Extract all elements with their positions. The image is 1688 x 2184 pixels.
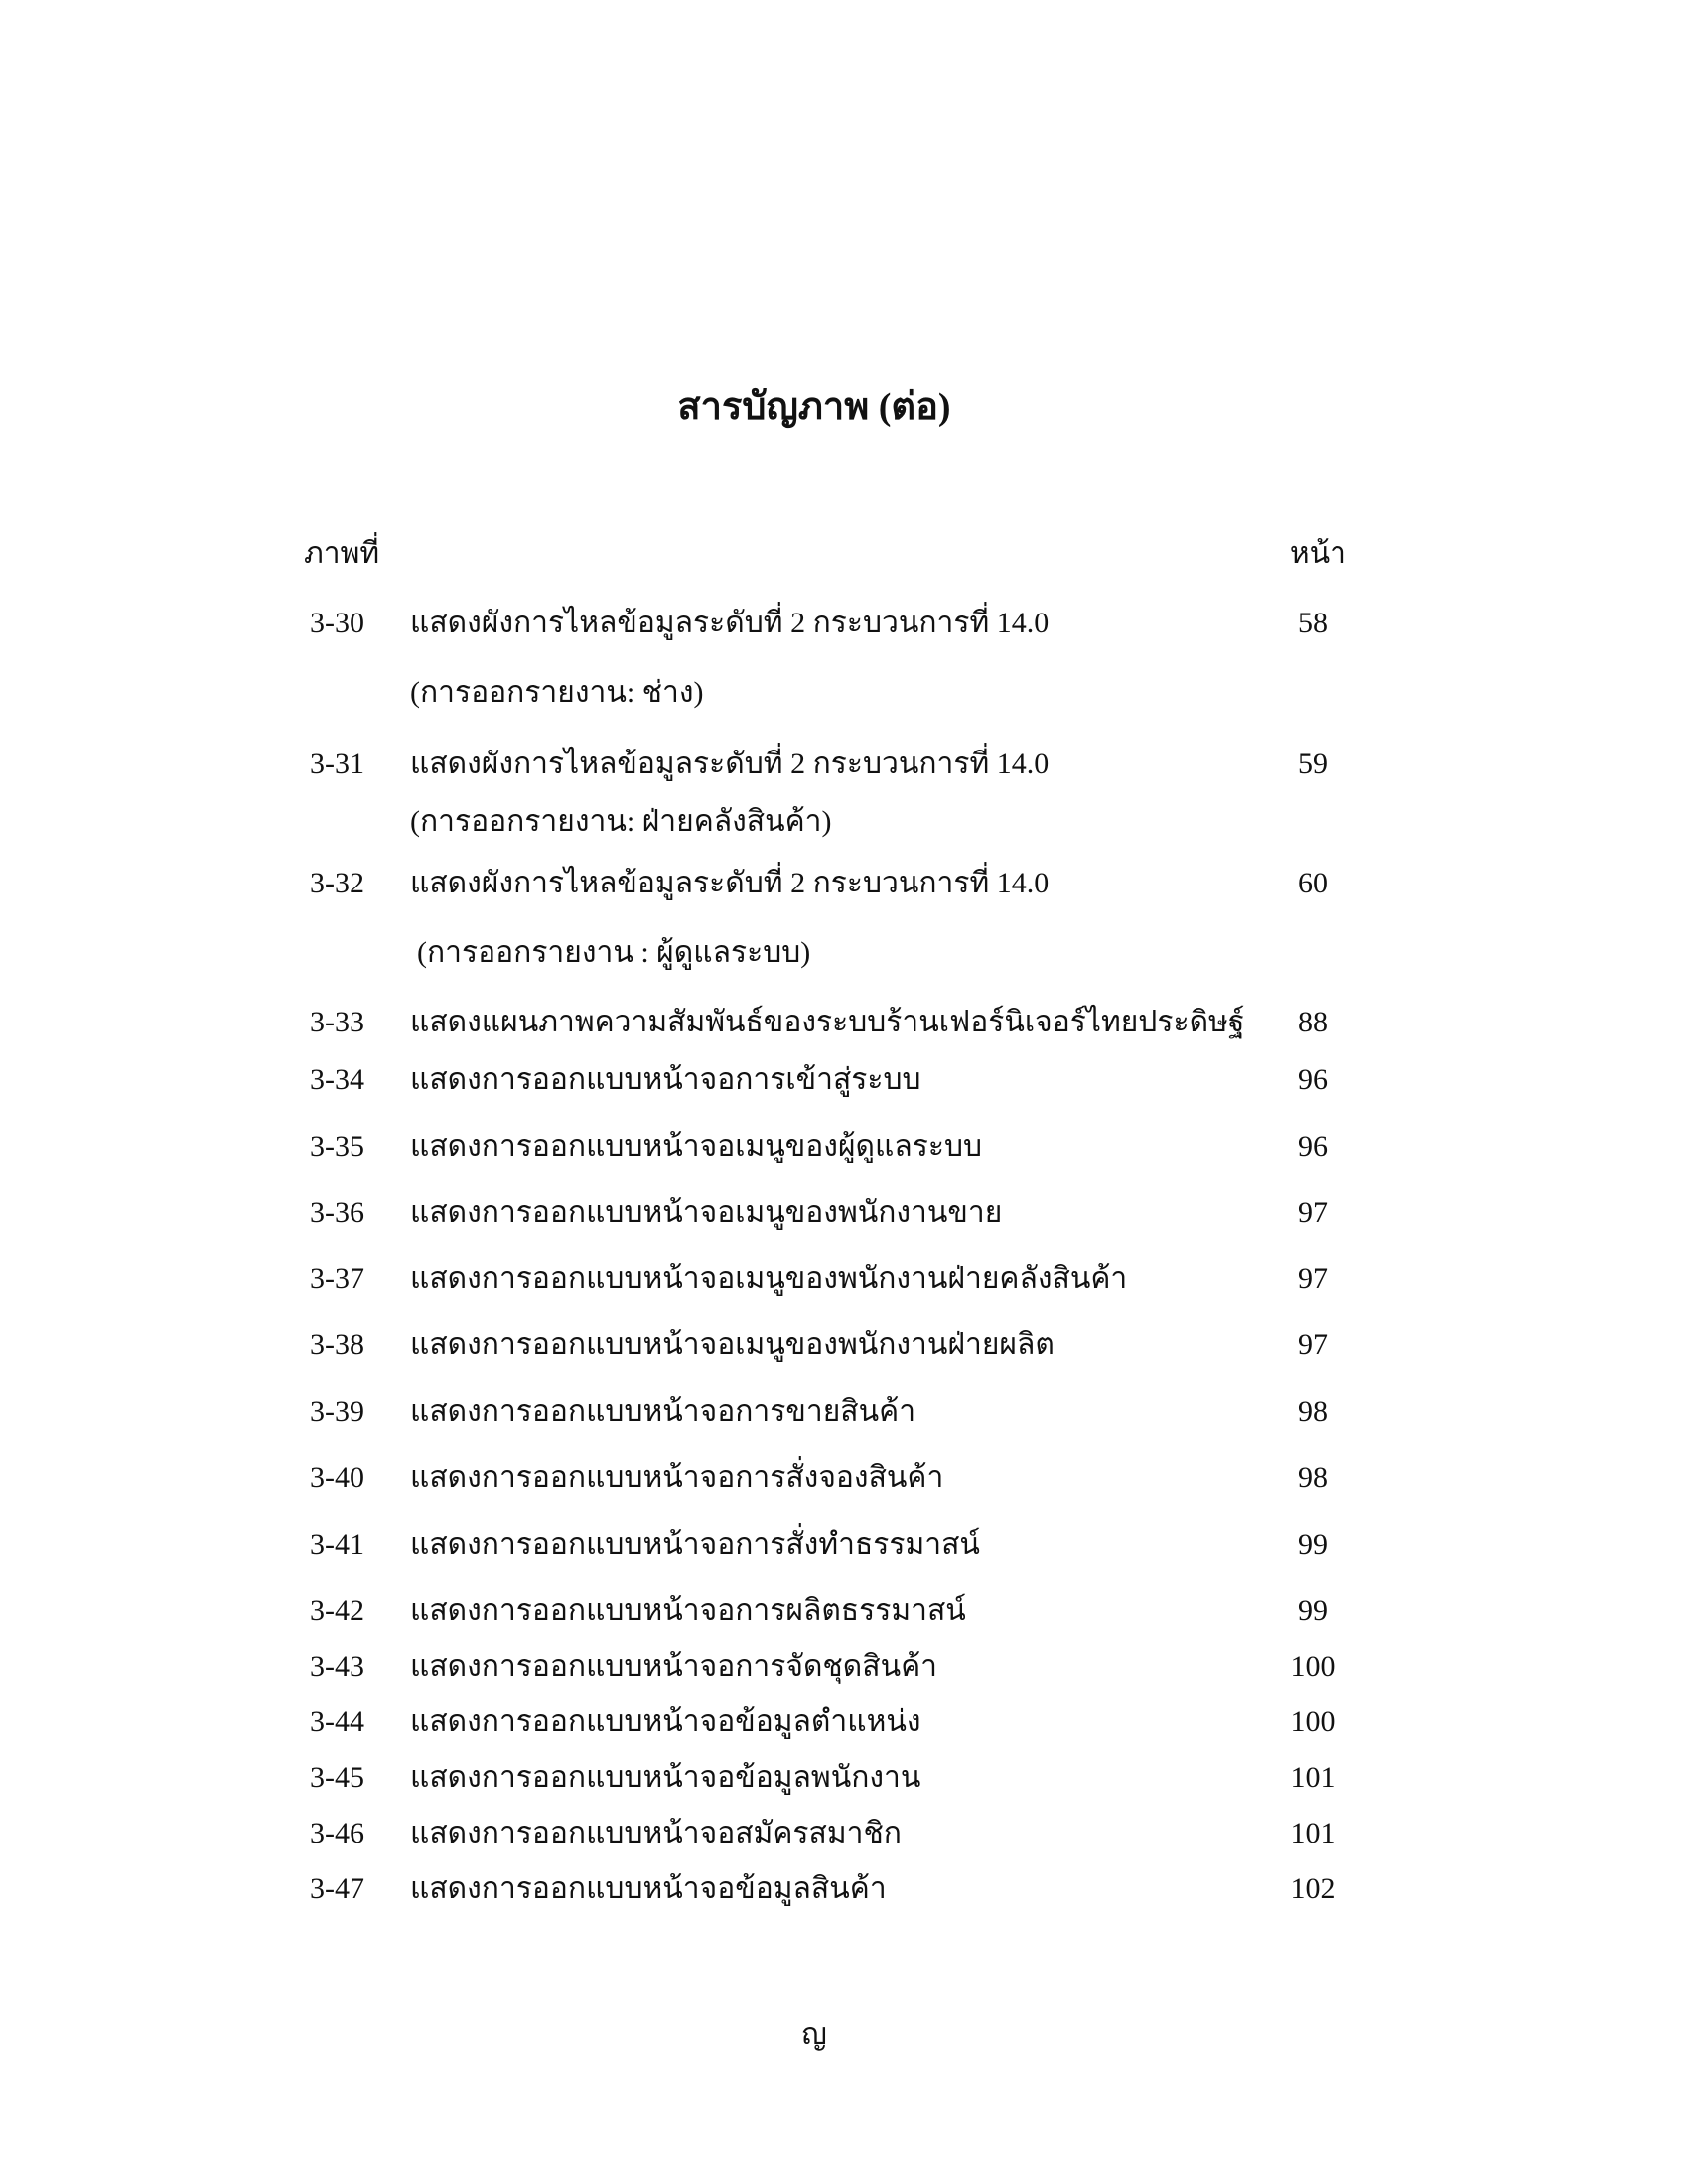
page-number: 100 xyxy=(1290,1650,1336,1683)
page-number: 96 xyxy=(1298,1063,1328,1096)
figure-number: 3-35 xyxy=(310,1130,364,1162)
figure-title: แสดงการออกแบบหน้าจอการขายสินค้า xyxy=(410,1395,916,1428)
figure-number: 3-41 xyxy=(310,1528,364,1561)
page-number: 59 xyxy=(1298,748,1328,780)
toc-entry[interactable] xyxy=(0,604,1688,643)
page-number: 60 xyxy=(1298,867,1328,899)
toc-entry[interactable] xyxy=(0,1525,1688,1565)
page-number: 99 xyxy=(1298,1594,1328,1627)
toc-entry[interactable] xyxy=(0,1703,1688,1742)
figure-title: แสดงผังการไหลข้อมูลระดับที่ 2 กระบวนการที่ 14.0 xyxy=(410,748,1050,780)
figure-title: แสดงการออกแบบหน้าจอการสั่งทำธรรมาสน์ xyxy=(410,1528,980,1561)
figure-number: 3-44 xyxy=(310,1706,364,1738)
page-number: 97 xyxy=(1298,1196,1328,1229)
figure-number: 3-37 xyxy=(310,1262,364,1295)
figure-title: แสดงการออกแบบหน้าจอการจัดชุดสินค้า xyxy=(410,1650,938,1683)
figure-title: แสดงการออกแบบหน้าจอการเข้าสู่ระบบ xyxy=(410,1063,921,1096)
figure-number: 3-36 xyxy=(310,1196,364,1229)
figure-title: แสดงการออกแบบหน้าจอการผลิตธรรมาสน์ xyxy=(410,1594,966,1627)
figure-number: 3-30 xyxy=(310,607,364,639)
toc-entry[interactable] xyxy=(0,1758,1688,1798)
figure-title: แสดงการออกแบบหน้าจอการสั่งจองสินค้า xyxy=(410,1461,944,1494)
figure-title: แสดงแผนภาพความสัมพันธ์ของระบบร้านเฟอร์นิเจอร์ไทยประดิษฐ์ xyxy=(410,1006,1245,1038)
figure-title-continuation: (การออกรายงาน : ผู้ดูแลระบบ) xyxy=(417,936,811,969)
figure-number: 3-45 xyxy=(310,1761,364,1794)
toc-entry[interactable] xyxy=(0,1869,1688,1909)
page-number: 101 xyxy=(1290,1761,1336,1794)
page-number: 97 xyxy=(1298,1328,1328,1361)
figure-number: 3-31 xyxy=(310,748,364,780)
figure-title: แสดงการออกแบบหน้าจอเมนูของพนักงานฝ่ายคลังสินค้า xyxy=(410,1262,1128,1295)
column-header-page: หน้า xyxy=(1289,537,1346,570)
toc-entry[interactable] xyxy=(0,1060,1688,1100)
figure-title: แสดงผังการไหลข้อมูลระดับที่ 2 กระบวนการที่ 14.0 xyxy=(410,607,1050,639)
figure-title-continuation: (การออกรายงาน: ฝ่ายคลังสินค้า) xyxy=(410,805,832,838)
toc-entry[interactable] xyxy=(0,1259,1688,1298)
page-number: 97 xyxy=(1298,1262,1328,1295)
toc-entry[interactable] xyxy=(0,1325,1688,1365)
page-marker: ญ xyxy=(801,2018,827,2051)
page-number: 100 xyxy=(1290,1706,1336,1738)
page-number: 101 xyxy=(1290,1817,1336,1849)
page-number: 98 xyxy=(1298,1395,1328,1428)
page-number: 58 xyxy=(1298,607,1328,639)
figure-title: แสดงการออกแบบหน้าจอเมนูของพนักงานขาย xyxy=(410,1196,1003,1229)
figure-number: 3-33 xyxy=(310,1006,364,1038)
toc-entry[interactable] xyxy=(0,1647,1688,1687)
toc-entry[interactable] xyxy=(0,1003,1688,1042)
page-number: 99 xyxy=(1298,1528,1328,1561)
figure-number: 3-42 xyxy=(310,1594,364,1627)
figure-number: 3-39 xyxy=(310,1395,364,1428)
toc-entry[interactable] xyxy=(0,1392,1688,1432)
toc-entry[interactable] xyxy=(0,745,1688,784)
page-title: สารบัญภาพ (ต่อ) xyxy=(677,386,951,428)
column-header-figure: ภาพที่ xyxy=(304,537,380,570)
toc-entry[interactable] xyxy=(0,1591,1688,1631)
page-number: 98 xyxy=(1298,1461,1328,1494)
figure-title: แสดงการออกแบบหน้าจอข้อมูลตำแหน่ง xyxy=(410,1706,921,1738)
toc-entry[interactable] xyxy=(0,1814,1688,1853)
figure-title: แสดงการออกแบบหน้าจอเมนูของพนักงานฝ่ายผลิต xyxy=(410,1328,1055,1361)
figure-number: 3-40 xyxy=(310,1461,364,1494)
figure-title: แสดงการออกแบบหน้าจอข้อมูลพนักงาน xyxy=(410,1761,921,1794)
figure-number: 3-47 xyxy=(310,1872,364,1905)
figure-number: 3-38 xyxy=(310,1328,364,1361)
page-number: 102 xyxy=(1290,1872,1336,1905)
toc-entry[interactable] xyxy=(0,1193,1688,1233)
figure-title: แสดงการออกแบบหน้าจอสมัครสมาชิก xyxy=(410,1817,902,1849)
figure-title: แสดงการออกแบบหน้าจอเมนูของผู้ดูแลระบบ xyxy=(410,1130,983,1162)
figure-title: แสดงการออกแบบหน้าจอข้อมูลสินค้า xyxy=(410,1872,887,1905)
toc-entry[interactable] xyxy=(0,1458,1688,1498)
page-number: 88 xyxy=(1298,1006,1328,1038)
toc-entry[interactable] xyxy=(0,1127,1688,1166)
figure-title-continuation: (การออกรายงาน: ช่าง) xyxy=(410,676,704,709)
figure-number: 3-46 xyxy=(310,1817,364,1849)
page-number: 96 xyxy=(1298,1130,1328,1162)
figure-number: 3-32 xyxy=(310,867,364,899)
figure-number: 3-43 xyxy=(310,1650,364,1683)
toc-entry[interactable] xyxy=(0,864,1688,903)
figure-title: แสดงผังการไหลข้อมูลระดับที่ 2 กระบวนการที่ 14.0 xyxy=(410,867,1050,899)
figure-number: 3-34 xyxy=(310,1063,364,1096)
